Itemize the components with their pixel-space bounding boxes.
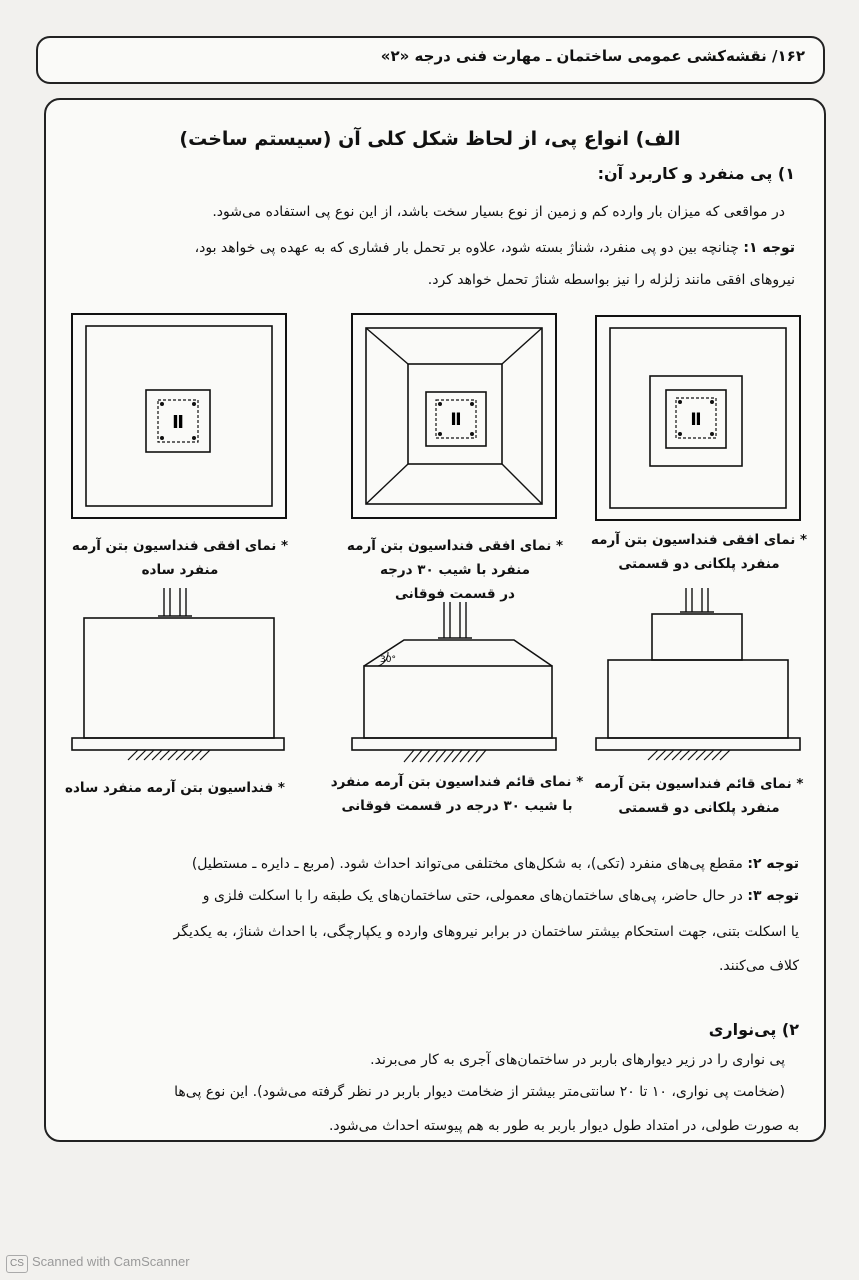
section2-line1: پی نواری را در زیر دیوارهای باربر در ساختمان‌های آجری به کار می‌برند. (370, 1052, 785, 1068)
note3-line3: کلاف می‌کنند. (718, 958, 799, 974)
plan-simple-caption-line2: منفرد ساده (141, 562, 219, 578)
plan-simple-caption (66, 534, 294, 582)
elevation-simple-caption-line1: * فنداسیون بتن آرمه منفرد ساده (65, 780, 285, 796)
note2-label: توجه ۲: (747, 856, 799, 872)
note3-line2: یا اسکلت بتنی، جهت استحکام بیشتر ساختمان در برابر نیروهای وارده و یکپارچگی، با احداث شناژ، به یکدیگر (173, 924, 799, 940)
elevation-sloped-figure (344, 600, 564, 776)
section2-line3: به صورت طولی، در امتداد طول دیوار باربر به طور به هم پیوسته احداث می‌شود. (328, 1118, 799, 1134)
note3-line1-row (59, 886, 799, 906)
elevation-stepped-caption-line2: منفرد پلکانی دو قسمتی (618, 800, 780, 816)
note1-text: چنانچه بین دو پی منفرد، شناژ بسته شود، علاوه بر تحمل بار فشاری که به عهده پی خواهد بود، (194, 240, 739, 256)
plan-sloped-caption-line1: * نمای افقی فنداسیون بتن آرمه (346, 538, 564, 554)
elevation-simple-caption (52, 776, 298, 800)
note2-text: مقطع پی‌های منفرد (تکی)، به شکل‌های مختلفی می‌تواند احداث شود. (مربع ـ دایره ـ مستطیل) (191, 856, 743, 872)
note3-label: توجه ۳: (747, 888, 799, 904)
plan-stepped-caption (586, 528, 812, 576)
scanner-footer (6, 1254, 190, 1273)
camscanner-logo-icon: CS (6, 1255, 28, 1273)
elevation-sloped-caption-line2: با شیب ۳۰ درجه در قسمت فوقانی (341, 798, 573, 814)
plan-sloped-figure (350, 312, 560, 522)
plan-sloped-caption (336, 534, 574, 606)
note2 (59, 854, 799, 874)
svg-text:Ⅱ: Ⅱ (450, 410, 462, 430)
item1-heading: ۱) پی منفرد و کاربرد آن: (597, 164, 795, 183)
plan-stepped-caption-line1: * نمای افقی فنداسیون بتن آرمه (590, 532, 808, 548)
angle-label: 30° (380, 655, 396, 665)
note1-label: توجه ۱: (743, 240, 795, 256)
elevation-stepped-caption-line1: * نمای قائم فنداسیون بتن آرمه (594, 776, 804, 792)
plan-stepped-caption-line2: منفرد پلکانی دو قسمتی (618, 556, 780, 572)
section2-heading: ۲) پی‌نواری (708, 1020, 799, 1039)
plan-stepped-figure (594, 314, 804, 524)
svg-text:Ⅱ: Ⅱ (172, 412, 184, 433)
item1-text: در مواقعی که میزان بار وارده کم و زمین از نوع بسیار سخت باشد، از این نوع پی استفاده می‌شود. (212, 204, 785, 220)
plan-sloped-caption-line3: در قسمت فوقانی (395, 586, 515, 602)
note1-line1 (55, 238, 795, 258)
elevation-simple-figure (68, 586, 288, 776)
scanner-footer-text: Scanned with CamScanner (32, 1254, 190, 1269)
header-title: ۱۶۲/ نقشه‌کشی عمومی ساختمان ـ مهارت فنی درجه «۲» (380, 47, 805, 65)
page-header (36, 36, 825, 84)
elevation-sloped-caption (326, 770, 588, 818)
section2-line2: (ضخامت پی نواری، ۱۰ تا ۲۰ سانتی‌متر بیشتر از ضخامت دیوار باربر در نظر گرفته می‌شود). این نوع پی‌ها (174, 1084, 785, 1100)
svg-text:Ⅱ: Ⅱ (690, 410, 702, 430)
plan-simple-figure (70, 312, 290, 522)
plan-sloped-caption-line2: منفرد با شیب ۳۰ درجه (379, 562, 531, 578)
elevation-sloped-caption-line1: * نمای قائم فنداسیون بتن آرمه منفرد (330, 774, 584, 790)
note1-line2: نیروهای افقی مانند زلزله را نیز بواسطه شناژ تحمل خواهد کرد. (427, 272, 795, 288)
elevation-stepped-figure (592, 586, 804, 776)
elevation-stepped-caption (586, 772, 812, 820)
plan-simple-caption-line1: * نمای افقی فنداسیون بتن آرمه (71, 538, 289, 554)
section-a-title: الف) انواع پی، از لحاظ شکل کلی آن (سیستم ساخت) (179, 128, 681, 150)
note3-line1: در حال حاضر، پی‌های ساختمان‌های معمولی، حتی ساختمان‌های یک طبقه را با اسکلت فلزی و (202, 888, 743, 904)
